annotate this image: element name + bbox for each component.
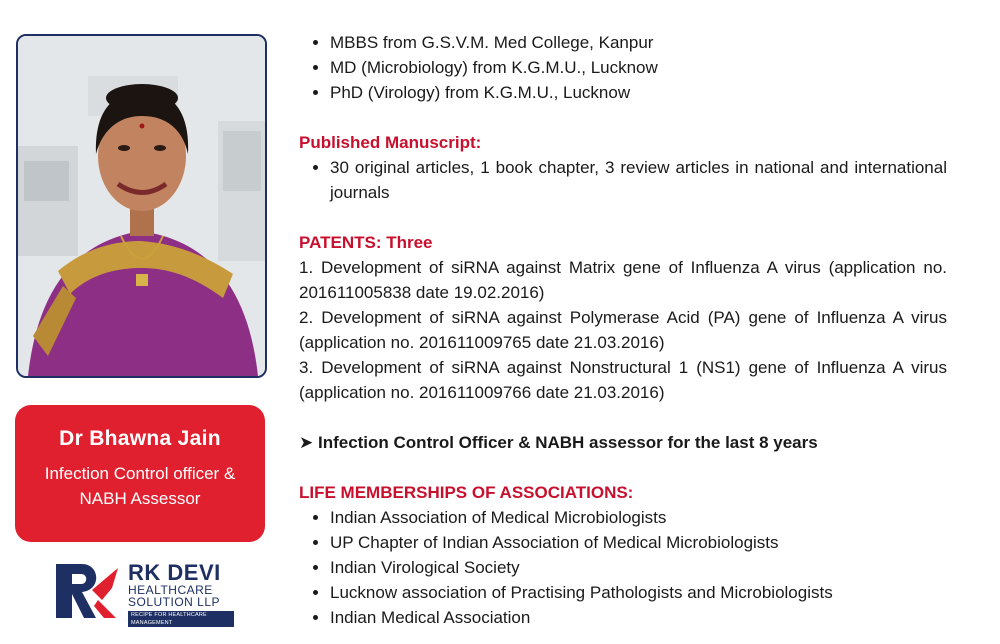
profile-details: [299, 30, 947, 630]
list-item: • Indian Association of Medical Microbiologists: [330, 505, 947, 530]
profile-photo: [16, 34, 267, 378]
list-item: • PhD (Virology) from K.G.M.U., Lucknow: [330, 80, 947, 105]
list-item: • Indian Medical Association: [330, 605, 947, 630]
patents-heading: PATENTS: Three: [299, 233, 433, 252]
education-list: [299, 30, 947, 105]
patent-item: 1. Development of siRNA against Matrix gene of Influenza A virus (application no. 201611005838 date 19.02.2016): [299, 258, 947, 302]
list-item: • Lucknow association of Practising Pathologists and Microbiologists: [330, 580, 947, 605]
list-item: • MD (Microbiology) from K.G.M.U., Lucknow: [330, 55, 947, 80]
list-item: • 30 original articles, 1 book chapter, 3 review articles in national and international journals: [330, 155, 947, 205]
list-item: • MBBS from G.S.V.M. Med College, Kanpur: [330, 30, 947, 55]
patent-item: 3. Development of siRNA against Nonstructural 1 (NS1) gene of Influenza A virus (application no. 201611009766 date 21.03.2016): [299, 358, 947, 402]
list-item: • UP Chapter of Indian Association of Medical Microbiologists: [330, 530, 947, 555]
company-logo: [52, 560, 232, 626]
experience-highlight: ➤ Infection Control Officer & NABH assessor for the last 8 years: [299, 433, 818, 452]
memberships-heading: LIFE MEMBERSHIPS OF ASSOCIATIONS:: [299, 483, 634, 502]
logo-text: [128, 562, 234, 627]
logo-line1: HEALTHCARE: [128, 583, 213, 597]
manuscript-heading: Published Manuscript:: [299, 133, 482, 152]
logo-brand: RK DEVI: [128, 560, 221, 585]
logo-line2: SOLUTION LLP: [128, 595, 221, 609]
manuscript-list: [299, 155, 947, 205]
doctor-name: Dr Bhawna Jain: [59, 427, 221, 450]
portrait-illustration: [18, 36, 265, 376]
list-item: • Indian Virological Society: [330, 555, 947, 580]
memberships-list: [299, 505, 947, 630]
rk-logo-mark-icon: [52, 560, 122, 622]
logo-tagline: RECIPE FOR HEALTHCARE MANAGEMENT: [128, 611, 234, 627]
patent-item: 2. Development of siRNA against Polymerase Acid (PA) gene of Influenza A virus (application no. 201611009765 date 21.03.2016): [299, 308, 947, 352]
name-card: [15, 405, 265, 542]
doctor-role: Infection Control officer & NABH Assessor: [44, 464, 236, 508]
